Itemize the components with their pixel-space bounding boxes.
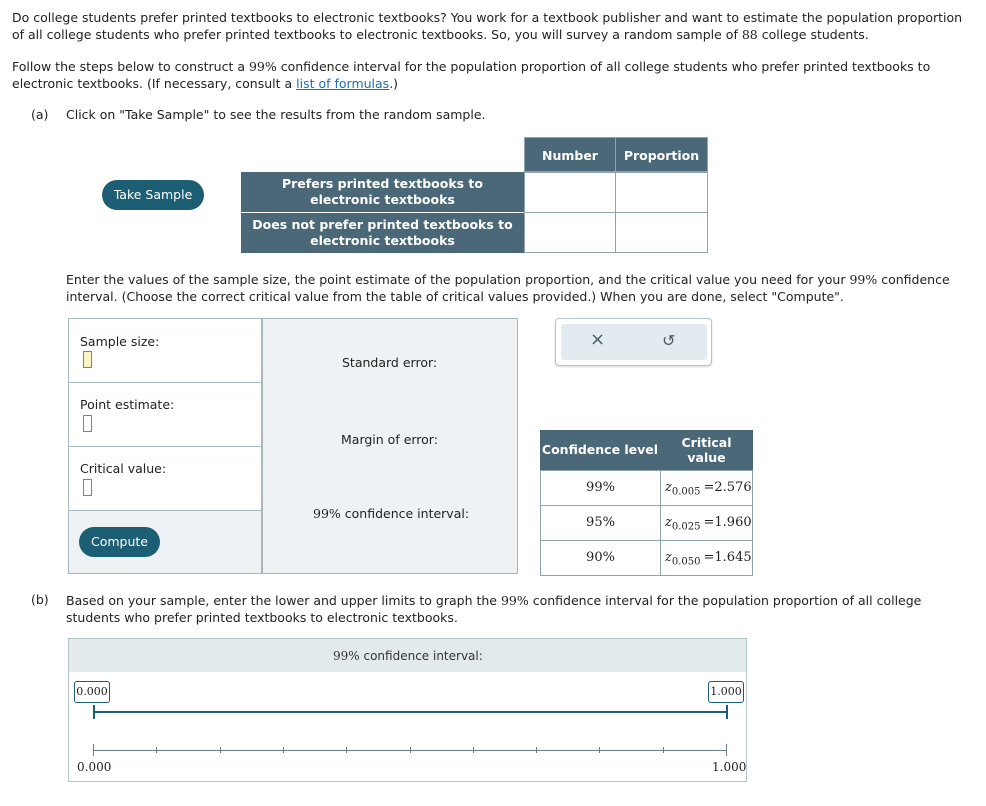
col-number-header: Number: [524, 137, 616, 172]
critical-value-label: Critical value:: [80, 461, 167, 476]
part-a-instruction: Click on "Take Sample" to see the results from the random sample.: [66, 107, 486, 122]
sample-size-row: [69, 319, 261, 383]
part-b-label: (b): [31, 592, 49, 607]
cv-value-cell: [660, 540, 753, 576]
z-value: =2.576: [703, 480, 752, 495]
cv-level-cell: 95%: [540, 505, 661, 541]
number-line-axis: [93, 750, 727, 751]
row-not-prefers-header: Does not prefer printed textbooks to electronic textbooks: [241, 213, 524, 253]
lower-limit-input[interactable]: 0.000: [74, 681, 110, 703]
z-symbol: z: [665, 480, 672, 495]
upper-bracket[interactable]: [726, 705, 728, 719]
results-area: [263, 319, 517, 573]
critical-value-input[interactable]: [83, 479, 92, 496]
z-value: =1.960: [703, 515, 752, 530]
cell-not-prefers-proportion: [615, 212, 708, 253]
axis-tick: [283, 747, 284, 753]
sample-size-label: Sample size:: [80, 334, 160, 349]
cv-value-cell: [660, 505, 753, 541]
critical-value-row: [69, 447, 261, 511]
z-subscript: 0.050: [671, 556, 701, 568]
axis-tick: [663, 747, 664, 753]
axis-tick: [346, 747, 347, 753]
clear-icon[interactable]: ×: [590, 329, 606, 350]
graph-header: [69, 639, 746, 672]
axis-tick: [536, 747, 537, 753]
cell-prefers-number: [524, 172, 616, 213]
axis-tick: [473, 747, 474, 753]
sample-results-table: [241, 137, 708, 253]
critical-values-table: [540, 430, 753, 575]
axis-tick: [93, 744, 94, 756]
standard-error-label: Standard error:: [342, 355, 438, 370]
undo-icon[interactable]: ↺: [662, 331, 676, 350]
axis-max-label: 1.000: [712, 760, 747, 774]
margin-of-error-label: Margin of error:: [341, 432, 438, 447]
lower-bracket[interactable]: [93, 705, 95, 719]
point-estimate-row: [69, 383, 261, 447]
compute-row: [69, 511, 261, 573]
enter-values-instruction: Enter the values of the sample size, the point estimate of the population proportion, and the critical value you need for your 99% confidence interval. (Choose the correct critical value from the table of critical values provided.) When you are done, select "Compute".: [66, 272, 950, 304]
z-subscript: 0.025: [671, 521, 701, 533]
row-prefers-header: Prefers printed textbooks to electronic textbooks: [241, 172, 524, 212]
point-estimate-label: Point estimate:: [80, 397, 175, 412]
action-toolbar: [555, 318, 712, 366]
interval-bar[interactable]: [93, 711, 727, 713]
upper-limit-input[interactable]: 1.000: [708, 681, 744, 703]
take-sample-button[interactable]: Take Sample: [102, 180, 204, 210]
z-symbol: z: [665, 515, 672, 530]
point-estimate-input[interactable]: [83, 415, 92, 432]
intro-paragraph: Do college students prefer printed textbooks to electronic textbooks? You work for a textbook publisher and want to estimate the population proportion of all college students who prefer printed textbooks to electronic textbooks. So, you will survey a random sample of 88 college students.: [12, 10, 963, 42]
col-proportion-header: Proportion: [615, 137, 708, 172]
z-value: =1.645: [703, 550, 752, 565]
axis-tick: [220, 747, 221, 753]
axis-tick: [726, 744, 727, 756]
part-a-label: (a): [31, 107, 49, 122]
instructions-paragraph: Follow the steps below to construct a 99% confidence interval for the population proportion of all college students who prefer printed textbooks to electronic textbooks. (If necessary, consult a list of formulas.): [12, 59, 931, 91]
cv-level-cell: 90%: [540, 540, 661, 576]
graph-title: 99% confidence interval:: [333, 649, 483, 663]
cell-not-prefers-number: [524, 212, 616, 253]
cv-value-cell: [660, 470, 753, 506]
axis-tick: [599, 747, 600, 753]
cell-prefers-proportion: [615, 172, 708, 213]
axis-min-label: 0.000: [77, 760, 112, 774]
axis-tick: [156, 747, 157, 753]
part-b-instruction: Based on your sample, enter the lower and upper limits to graph the 99% confidence interval for the population proportion of all college students who prefer printed textbooks to electronic textbooks.: [66, 593, 922, 625]
confidence-interval-label: 99% confidence interval:: [313, 506, 470, 521]
interval-graph-panel: [68, 638, 747, 782]
input-panel: [68, 318, 518, 574]
confidence-level-header: Confidence level: [540, 430, 660, 470]
compute-button[interactable]: Compute: [79, 527, 160, 557]
z-subscript: 0.005: [671, 486, 701, 498]
cv-level-cell: 99%: [540, 470, 661, 506]
axis-tick: [410, 747, 411, 753]
z-symbol: z: [665, 550, 672, 565]
sample-size-input[interactable]: [83, 351, 92, 368]
formulas-link[interactable]: list of formulas: [296, 76, 390, 91]
critical-value-header: Critical value: [660, 430, 753, 470]
